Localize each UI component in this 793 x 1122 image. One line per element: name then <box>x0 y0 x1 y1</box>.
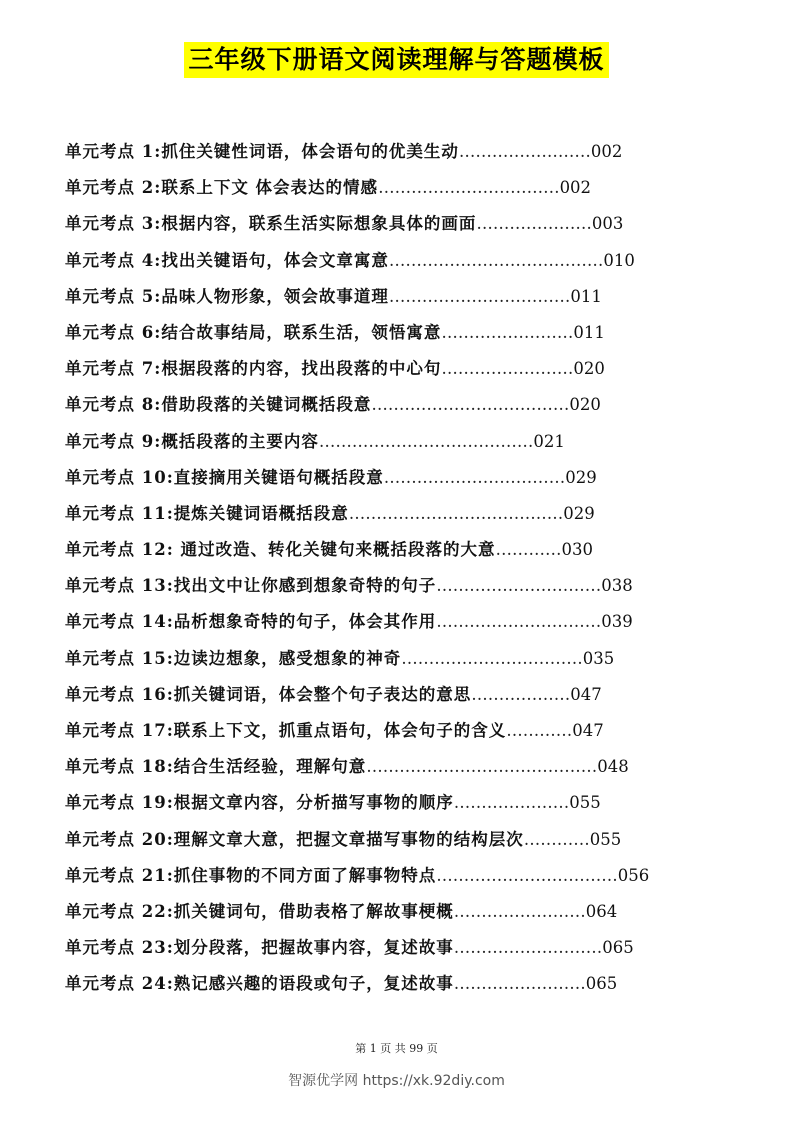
toc-entry-leader: ………………… <box>453 793 570 813</box>
toc-entry-label: 单元考点 19:根据文章内容，分析描写事物的顺序 <box>65 793 454 813</box>
toc-entry-label: 单元考点 13:找出文中让你感到想象奇特的句子 <box>65 576 437 596</box>
toc-entry-page: 002 <box>590 142 623 161</box>
toc-entry-page: 002 <box>559 178 592 198</box>
toc-entry-leader: ………… <box>523 829 590 849</box>
toc-entry-label: 单元考点 1:抓住关键性词语，体会语句的优美生动 <box>65 142 459 161</box>
toc-entry-leader: ………… <box>506 721 573 740</box>
toc-entry-page: 020 <box>573 359 605 379</box>
toc-entry-page: 010 <box>603 250 635 270</box>
toc-entry-label: 单元考点 17:联系上下文，抓重点语句，体会句子的含义 <box>65 721 507 740</box>
toc-entry-label: 单元考点 18:结合生活经验，理解句意 <box>65 757 367 777</box>
toc-entry-page: 020 <box>569 395 601 415</box>
toc-entry[interactable] <box>65 279 745 315</box>
toc-entry[interactable] <box>65 134 745 170</box>
toc-entry-leader: ………… <box>495 540 562 560</box>
page-title: 三年级下册语文阅读理解与答题模板 <box>184 42 608 78</box>
toc-entry-leader: ………………………………… <box>318 431 534 451</box>
toc-entry-page: 038 <box>601 576 633 596</box>
toc-entry[interactable] <box>65 243 745 279</box>
toc-entry-leader: ………………………… <box>436 612 602 632</box>
table-of-contents <box>65 134 745 1003</box>
toc-entry[interactable] <box>65 604 745 640</box>
toc-entry[interactable] <box>65 822 745 858</box>
toc-entry-label: 单元考点 6:结合故事结局，联系生活，领悟寓意 <box>65 322 442 342</box>
toc-entry-leader: …………………… <box>458 142 591 161</box>
toc-entry-page: 021 <box>533 431 565 451</box>
toc-entry-leader: ………………………………… <box>388 250 604 270</box>
toc-entry[interactable] <box>65 315 745 351</box>
toc-entry-label: 单元考点 5:品味人物形象，领会故事道理 <box>65 286 389 306</box>
toc-entry[interactable] <box>65 785 745 821</box>
toc-entry-page: 048 <box>597 757 629 777</box>
toc-entry-label: 单元考点 15:边读边想象，感受想象的神奇 <box>65 648 402 668</box>
toc-entry[interactable] <box>65 677 745 713</box>
toc-entry-leader: …………………………… <box>383 467 566 487</box>
toc-entry-page: 011 <box>570 286 602 306</box>
title-wrap <box>0 42 793 78</box>
toc-entry[interactable] <box>65 568 745 604</box>
toc-entry-page: 047 <box>572 721 604 740</box>
toc-entry-leader: …………………… <box>453 974 586 994</box>
toc-entry[interactable] <box>65 858 745 894</box>
toc-entry-leader: …………………………………… <box>366 757 598 777</box>
toc-entry-page: 035 <box>582 648 615 668</box>
toc-entry-page: 029 <box>563 503 595 523</box>
toc-entry-label: 单元考点 11:提炼关键词语概括段意 <box>65 503 349 523</box>
toc-entry[interactable] <box>65 170 745 206</box>
toc-entry[interactable] <box>65 641 745 677</box>
toc-entry-leader: ………………… <box>476 214 592 234</box>
toc-entry-label: 单元考点 7:根据段落的内容，找出段落的中心句 <box>65 359 442 379</box>
toc-entry-label: 单元考点 20:理解文章大意，把握文章描写事物的结构层次 <box>65 829 524 849</box>
toc-entry-page: 029 <box>565 467 597 487</box>
toc-entry-page: 064 <box>585 901 618 921</box>
toc-entry-label: 单元考点 24:熟记感兴趣的语段或句子，复述故事 <box>65 974 454 994</box>
toc-entry[interactable] <box>65 930 745 966</box>
toc-entry[interactable] <box>65 532 745 568</box>
toc-entry-page: 011 <box>573 322 605 342</box>
toc-entry-page: 039 <box>601 612 633 632</box>
toc-entry-label: 单元考点 21:抓住事物的不同方面了解事物特点 <box>65 865 437 885</box>
toc-entry-leader: ……………… <box>471 684 571 704</box>
toc-entry-label: 单元考点 2:联系上下文 体会表达的情感 <box>65 178 379 198</box>
toc-entry-page: 056 <box>617 865 650 885</box>
toc-entry-leader: …………………… <box>441 359 574 379</box>
toc-entry-page: 065 <box>602 938 634 958</box>
toc-entry-label: 单元考点 10:直接摘用关键语句概括段意 <box>65 467 384 487</box>
toc-entry-page: 065 <box>585 974 618 994</box>
toc-entry-leader: ………………………… <box>436 576 602 596</box>
toc-entry-page: 047 <box>570 684 602 704</box>
toc-entry-label: 单元考点 22:抓关键词句，借助表格了解故事梗概 <box>65 901 454 921</box>
toc-entry-label: 单元考点 3:根据内容，联系生活实际想象具体的画面 <box>65 214 477 234</box>
toc-entry-label: 单元考点 16:抓关键词语，体会整个句子表达的意思 <box>65 684 472 704</box>
toc-entry-leader: …………………………… <box>401 648 583 668</box>
toc-entry-leader: ……………………………… <box>371 395 570 415</box>
toc-entry[interactable] <box>65 351 745 387</box>
toc-entry[interactable] <box>65 749 745 785</box>
toc-entry[interactable] <box>65 713 745 749</box>
toc-entry[interactable] <box>65 387 745 423</box>
toc-entry-leader: …………………… <box>453 901 586 921</box>
footer-page-info: 第 1 页 共 99 页 <box>355 1042 438 1055</box>
toc-entry[interactable] <box>65 966 745 1002</box>
toc-entry[interactable] <box>65 424 745 460</box>
toc-entry-page: 055 <box>589 829 622 849</box>
toc-entry-leader: …………………… <box>441 322 574 342</box>
toc-entry-label: 单元考点 23:划分段落，把握故事内容，复述故事 <box>65 938 454 958</box>
toc-entry-page: 030 <box>561 540 594 560</box>
toc-entry[interactable] <box>65 894 745 930</box>
toc-entry-label: 单元考点 9:概括段落的主要内容 <box>65 431 319 451</box>
toc-entry-leader: ……………………… <box>453 938 603 958</box>
toc-entry[interactable] <box>65 496 745 532</box>
toc-entry-page: 055 <box>569 793 601 813</box>
toc-entry[interactable] <box>65 460 745 496</box>
toc-entry-label: 单元考点 4:找出关键语句，体会文章寓意 <box>65 250 389 270</box>
toc-entry-leader: …………………………… <box>436 865 618 885</box>
toc-entry[interactable] <box>65 206 745 242</box>
footer-site-watermark: 智源优学网 https://xk.92diy.com <box>288 1073 505 1089</box>
toc-entry-label: 单元考点 12: 通过改造、转化关键句来概括段落的大意 <box>65 540 496 560</box>
toc-entry-label: 单元考点 8:借助段落的关键词概括段意 <box>65 395 372 415</box>
toc-entry-page: 003 <box>591 214 624 234</box>
toc-entry-leader: …………………………… <box>378 178 560 198</box>
toc-entry-leader: …………………………… <box>388 286 571 306</box>
toc-entry-label: 单元考点 14:品析想象奇特的句子，体会其作用 <box>65 612 437 632</box>
toc-entry-leader: ………………………………… <box>348 503 564 523</box>
